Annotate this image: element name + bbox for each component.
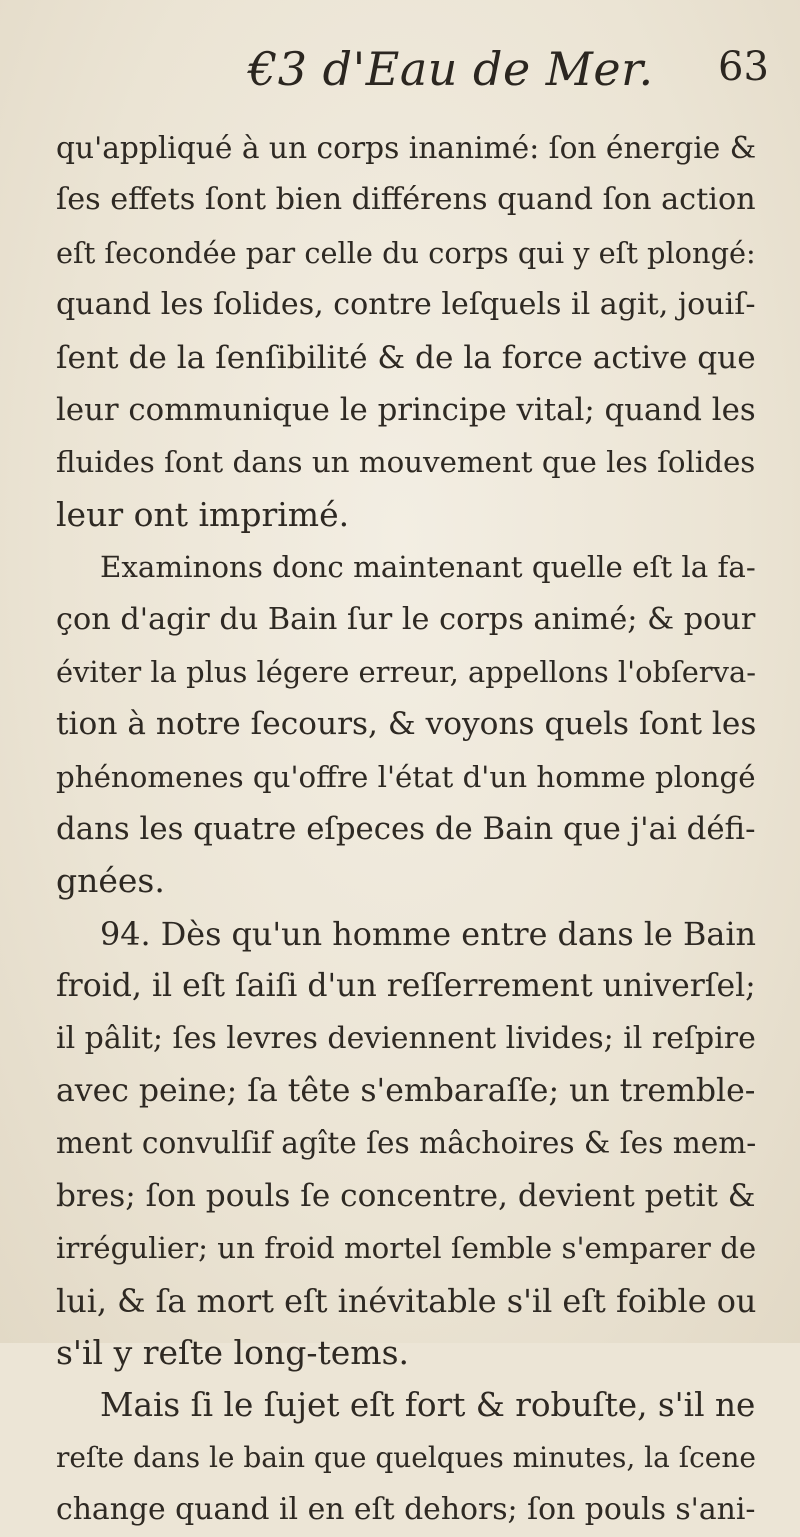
text-line: lui, & ſa mort eſt inévitable s'il eſt foible ou	[56, 1281, 757, 1320]
text-line: froid, il eſt ſaiſi d'un reſſerrement univerſel;	[56, 968, 756, 1005]
text-line: avec peine; ſa tête s'embaraſſe; un tremble-	[56, 1073, 756, 1110]
text-line: reſte dans le bain que quelques minutes, la ſcene	[56, 1440, 756, 1474]
body-text	[56, 122, 756, 1537]
text-line: çon d'agir du Bain ſur le corps animé; & pour	[56, 601, 756, 637]
text-line: change quand il en eſt dehors; ſon pouls s'ani-	[56, 1492, 756, 1528]
paragraph-start-line: 94. Dès qu'un homme entre dans le Bain	[100, 914, 757, 953]
text-line: gnées.	[56, 861, 165, 901]
text-line: tion à notre ſecours, & voyons quels ſont les	[56, 706, 757, 743]
paragraph-start-line: Mais ſi le ſujet eſt fort & robuſte, s'il ne	[100, 1386, 756, 1425]
text-line: leur communique le principe vital; quand les	[56, 391, 756, 428]
text-line: éviter la plus légere erreur, appellons l'obſerva-	[56, 654, 756, 689]
page-header	[0, 42, 800, 102]
text-line: ment convulſif agîte ſes mâchoires & ſes mem-	[56, 1126, 757, 1161]
text-line: quand les ſolides, contre leſquels il agit, jouiſ-	[56, 287, 756, 323]
text-line: s'il y reſte long-tems.	[56, 1332, 409, 1372]
text-line: ſes effets ſont bien différens quand ſon action	[56, 182, 756, 218]
text-line: phénomenes qu'offre l'état d'un homme plongé	[56, 759, 756, 794]
text-line: qu'appliqué à un corps inanimé: ſon énergie &	[56, 130, 757, 165]
page-number: 63	[718, 44, 769, 90]
text-line: bres; ſon pouls ſe concentre, devient petit &	[56, 1177, 756, 1214]
text-line: ſent de la ſenſibilité & de la force active que	[56, 339, 756, 376]
text-line: irrégulier; un froid mortel ſemble s'emparer de	[56, 1231, 757, 1266]
running-title: €3 d'Eau de Mer.	[248, 42, 654, 96]
text-line: leur ont imprimé.	[56, 494, 350, 534]
paragraph-start-line: Examinons donc maintenant quelle eſt la fa-	[100, 550, 756, 585]
text-line: eſt ſecondée par celle du corps qui y eſt plongé:	[56, 235, 756, 270]
text-line: il pâlit; ſes levres deviennent livides; il reſpire	[56, 1020, 756, 1056]
text-line: fluides ſont dans un mouvement que les ſolides	[56, 445, 756, 480]
text-line: dans les quatre eſpeces de Bain que j'ai défi-	[56, 811, 756, 848]
